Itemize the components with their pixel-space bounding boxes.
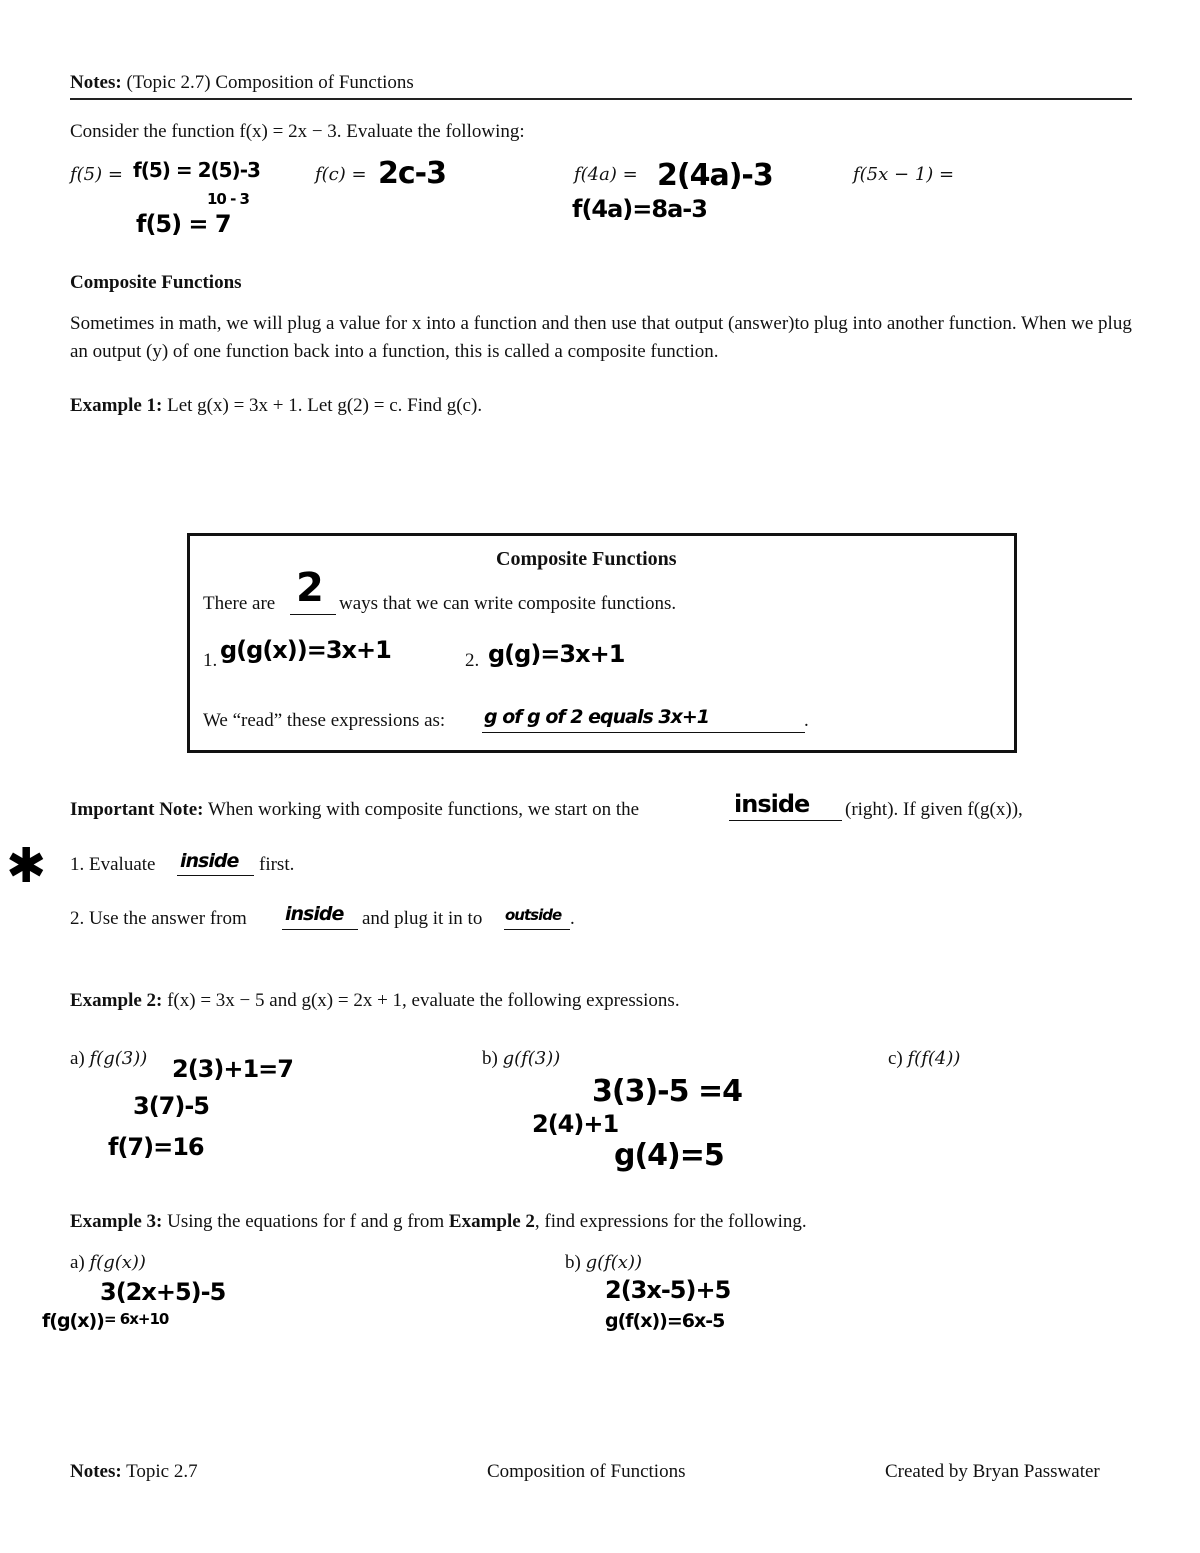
composite-paragraph: Sometimes in math, we will plug a value for x into a function and then use that output (answer)to plug into another function. When we plug an output (y) of one function back into a function, this is called a composite function.: [70, 313, 1132, 362]
note-label: Important Note:: [70, 799, 204, 820]
box-item1-num: 1.: [203, 650, 218, 671]
ex2-b-work-1: 3(3)-5 =4: [592, 1074, 742, 1109]
box-line1-before: There are: [203, 593, 276, 614]
ex3-a-expr: f(g(x)): [89, 1252, 146, 1273]
ex3-b-label: b): [565, 1252, 581, 1273]
ex2-c-label: c): [888, 1048, 903, 1069]
intro-prompt-3: f(4a) =: [574, 164, 638, 185]
intro-work-1a: f(5) = 2(5)-3: [133, 158, 260, 182]
ex2-b-label: b): [482, 1048, 498, 1069]
note-text-before: When working with composite functions, we start on the: [207, 799, 640, 820]
ex2-part-c: [888, 1048, 960, 1070]
intro-work-3b: f(4a)=8a-3: [572, 195, 707, 223]
ex3-b-work-2: g(f(x))=6x-5: [605, 1310, 725, 1332]
intro-prompt-2: f(c) =: [315, 164, 367, 185]
ex2-b-work-3: g(4)=5: [614, 1138, 724, 1173]
header-title: (Topic 2.7) Composition of Functions: [126, 72, 414, 93]
intro-consider: Consider the function f(x) = 2x − 3. Evaluate the following:: [70, 121, 525, 142]
header-notes-label: Notes:: [70, 72, 122, 93]
example1-text: Let g(x) = 3x + 1. Let g(2) = c. Find g(c).: [167, 395, 483, 416]
footer-right: Created by Bryan Passwater: [885, 1461, 1100, 1482]
box-read-fill: g of g of 2 equals 3x+1: [484, 706, 710, 728]
example3-text-a: Using the equations for f and g from: [167, 1211, 445, 1232]
ex2-b-expr: g(f(3)): [502, 1048, 561, 1069]
example2-label: Example 2:: [70, 990, 163, 1011]
step2-fill1: inside: [285, 903, 344, 925]
intro-prompt-1: f(5) =: [70, 164, 123, 185]
ex3-a-work-1: 3(2x+5)-5: [100, 1278, 226, 1306]
header-rule: [70, 98, 1132, 100]
step1-after: first.: [259, 854, 295, 875]
box-item2-num: 2.: [465, 650, 480, 671]
footer-center: Composition of Functions: [487, 1461, 686, 1482]
box-title: Composite Functions: [496, 548, 677, 570]
example3-text-c: , find expressions for the following.: [534, 1211, 807, 1232]
ex3-a-label: a): [70, 1252, 85, 1273]
ex3-part-a: [70, 1252, 146, 1274]
example1-label: Example 1:: [70, 395, 163, 416]
step2-end: .: [570, 908, 575, 929]
ex2-part-a: [70, 1048, 147, 1070]
ex3-b-expr: g(f(x)): [585, 1252, 643, 1273]
composite-heading: Composite Functions: [70, 272, 242, 293]
ex2-part-b: [482, 1048, 560, 1070]
ex2-a-work-2: 3(7)-5: [133, 1092, 209, 1120]
ex2-a-expr: f(g(3)): [89, 1048, 148, 1069]
step2-mid: and plug it in to: [362, 908, 483, 929]
example3-line: [70, 1211, 807, 1233]
footer-left: [70, 1461, 198, 1483]
ex2-a-label: a): [70, 1048, 85, 1069]
step2-fill2: outside: [505, 906, 562, 924]
example2-text: f(x) = 3x − 5 and g(x) = 2x + 1, evaluate the following expressions.: [167, 990, 680, 1011]
note-line: [70, 799, 639, 821]
example3-label: Example 3:: [70, 1211, 163, 1232]
ex3-part-b: [565, 1252, 642, 1274]
ex2-a-work-1: 2(3)+1=7: [172, 1055, 293, 1083]
ex3-b-work-1: 2(3x-5)+5: [605, 1276, 731, 1304]
box-item2-fill: g(g)=3x+1: [488, 640, 625, 668]
ex2-b-work-2: 2(4)+1: [532, 1110, 619, 1138]
step1-fill: inside: [180, 850, 239, 872]
intro-work-1b: 10 - 3: [207, 190, 249, 208]
box-item1-fill: g(g(x))=3x+1: [220, 636, 391, 664]
intro-prompt-4: f(5x − 1) =: [853, 164, 955, 185]
ex3-a-work-3: = 6x+10: [104, 1310, 169, 1328]
star-mark: ✱: [6, 838, 46, 894]
note-fill: inside: [734, 790, 810, 818]
footer-notes-label: Notes:: [70, 1461, 122, 1482]
footer-topic: Topic 2.7: [126, 1461, 198, 1482]
box-line1-fill: 2: [296, 565, 323, 611]
ex2-c-expr: f(f(4)): [907, 1048, 961, 1069]
box-read-period: .: [804, 710, 809, 731]
intro-work-1c: f(5) = 7: [136, 210, 231, 238]
intro-work-2: 2c-3: [378, 156, 446, 191]
ex2-a-work-3: f(7)=16: [108, 1133, 204, 1161]
step2-before: 2. Use the answer from: [70, 908, 247, 929]
ex3-a-work-2: f(g(x)): [42, 1310, 104, 1332]
intro-work-3a: 2(4a)-3: [657, 158, 773, 193]
example1: [70, 395, 482, 417]
box-line1-after: ways that we can write composite functions.: [339, 593, 677, 614]
note-text-after: (right). If given f(g(x)),: [845, 799, 1023, 820]
page-header: [70, 72, 414, 94]
example3-text-b: Example 2: [448, 1211, 535, 1232]
example2-line: [70, 990, 680, 1012]
box-read-label: We “read” these expressions as:: [203, 710, 446, 731]
step1-before: 1. Evaluate: [70, 854, 156, 875]
